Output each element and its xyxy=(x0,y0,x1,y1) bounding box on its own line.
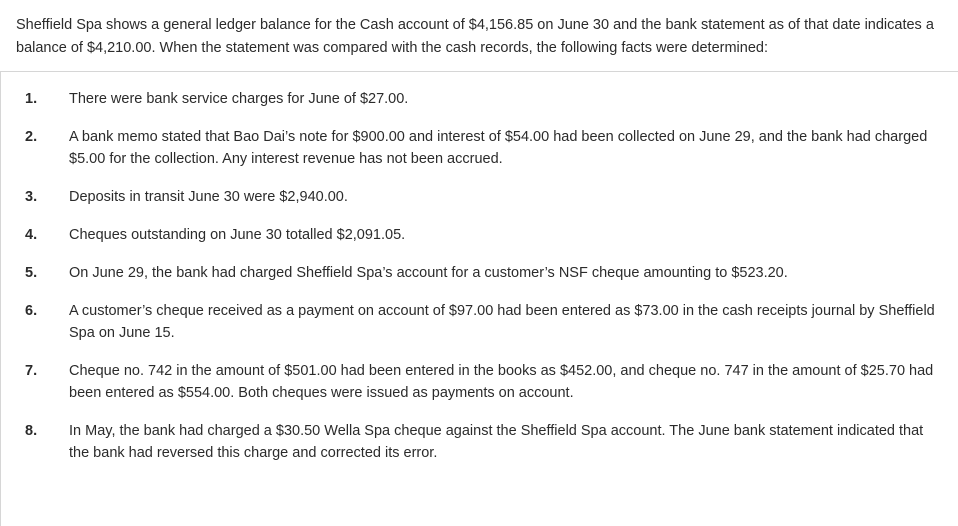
item-text: In May, the bank had charged a $30.50 Wella Spa cheque against the Sheffield Spa account. The June bank statement indicated that the bank had reversed this charge and corrected its error. xyxy=(69,423,924,461)
item-text: Cheque no. 742 in the amount of $501.00 had been entered in the books as $452.00, and cheque no. 747 in the amount of $25.70 had been entered as $554.00. Both cheques were issued as payments on account. xyxy=(69,363,934,401)
item-text: A customer’s cheque received as a payment on account of $97.00 had been entered as $73.00 in the cash receipts journal by Sheffield Spa on June 15. xyxy=(69,303,935,341)
item-number: 1. xyxy=(25,91,38,107)
item-text: Deposits in transit June 30 were $2,940.00. xyxy=(69,189,348,205)
item-text: Cheques outstanding on June 30 totalled $2,091.05. xyxy=(69,227,406,243)
item-text: A bank memo stated that Bao Dai’s note for $900.00 and interest of $54.00 had been collected on June 29, and the bank had charged $5.00 for the collection. Any interest revenue has not been accrued. xyxy=(69,129,928,167)
item-number: 3. xyxy=(25,189,38,205)
item-number: 5. xyxy=(25,265,38,281)
item-number: 2. xyxy=(25,129,38,145)
left-border xyxy=(0,72,1,526)
problem-intro xyxy=(0,0,958,72)
item-text: There were bank service charges for June of $27.00. xyxy=(69,91,409,107)
item-text: On June 29, the bank had charged Sheffield Spa’s account for a customer’s NSF cheque amounting to $523.20. xyxy=(69,265,788,281)
item-number: 4. xyxy=(25,227,38,243)
item-number: 8. xyxy=(25,423,38,439)
item-number: 6. xyxy=(25,303,38,319)
intro-text: Sheffield Spa shows a general ledger balance for the Cash account of $4,156.85 on June 30 and the bank statement as of that date indicates a balance of $4,210.00. When the statement was compared with the cash records, the following facts were determined: xyxy=(16,17,934,56)
item-number: 7. xyxy=(25,363,38,379)
